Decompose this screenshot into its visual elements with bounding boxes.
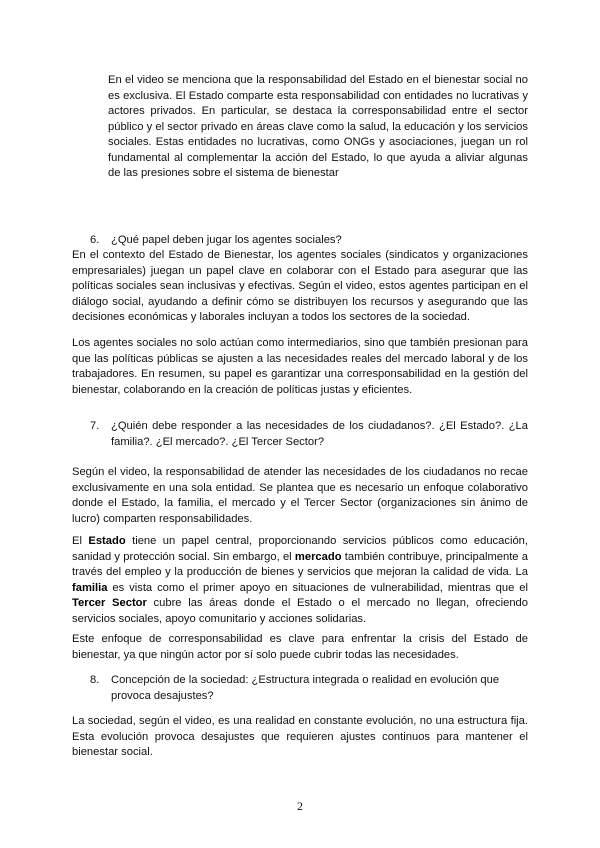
q7-p2-text-a: El: [72, 535, 89, 547]
q7-p2-term-tercer-sector: Tercer Sector: [72, 597, 147, 609]
question-8-text: [111, 673, 511, 704]
q6-answer-paragraph-1: En el contexto del Estado de Bienestar, los agentes sociales (sindicatos y organizaciones empresariales) juegan un papel clave en colaborar con el Estado para asegurar que las políticas sociales sean inclusivas y efectivas. Según el video, estos agentes participan en el diálogo social, ayudando a definir cómo se distribuyen los recursos y asegurando que las decisiones económicas y laborales incluyan a todos los sectores de la sociedad.: [72, 249, 528, 323]
question-7-line-2: familia?. ¿El mercado?. ¿El Tercer Sector?: [111, 435, 325, 448]
q7-answer-paragraph-3: Este enfoque de corresponsabilidad es clave para enfrentar la crisis del Estado de bienestar, ya que ningún actor por sí solo puede cubrir todas las necesidades.: [72, 633, 528, 661]
q7-p2-text-c: también contribuye, principalmente a través del empleo y la producción de bienes y servicios que mejoran la calidad de vida. La: [72, 550, 528, 578]
intro-paragraph: En el video se menciona que la responsabilidad del Estado en el bienestar social no es exclusiva. El Estado comparte esta responsabilidad con entidades no lucrativas y actores privados. En particular, se destaca la corresponsabilidad entre el sector público y el sector privado en áreas clave como la salud, la educación y los servicios sociales. Estas entidades no lucrativas, como ONGs y asociaciones, juegan un rol fundamental al complementar la acción del Estado, lo que ayuda a aliviar algunas de las presiones sobre el sistema de bienestar: [108, 74, 528, 179]
q7-p2-term-familia: familia: [72, 581, 108, 594]
q7-p2-text-b: tiene un papel central, proporcionando servicios públicos como educación, sanidad y protección social. Sin embargo, el: [72, 535, 528, 563]
q8-answer-paragraph-1: La sociedad, según el video, es una realidad en constante evolución, no una estructura fija. Esta evolución provoca desajustes que requieren ajustes continuos para mantener el bienestar social.: [72, 715, 528, 758]
question-8-number: 8.: [90, 674, 100, 686]
q7-answer-paragraph-1: Según el video, la responsabilidad de atender las necesidades de los ciudadanos no recae exclusivamente en una sola entidad. Se plantea que es necesario un enfoque colaborativo donde el Estado, la familia, el mercado y el Tercer Sector (organizaciones sin ánimo de lucro) comparten responsabilidades.: [72, 466, 528, 525]
question-7-number: 7.: [90, 420, 100, 432]
question-6-text: ¿Qué papel deben jugar los agentes sociales?: [111, 234, 342, 246]
q7-answer-paragraph-2: [72, 534, 528, 627]
q7-p2-text-e: cubre las áreas donde el Estado o el mercado no llegan, ofreciendo servicios sociales, apoyo comunitario y acciones solidarias.: [72, 597, 528, 625]
q7-p2-term-mercado: mercado: [294, 550, 342, 563]
question-8-line-1: Concepción de la sociedad: ¿Estructura integrada o realidad en evolución que: [111, 674, 500, 686]
page-number: 2: [297, 799, 303, 813]
q7-p2-term-estado: Estado: [88, 535, 126, 547]
question-6-number: 6.: [90, 234, 100, 246]
q7-p2-text-d: es vista como el primer apoyo en situaciones de vulnerabilidad, mientras que el: [107, 581, 528, 594]
question-8-line-2: provoca desajustes?: [111, 689, 214, 702]
question-7-text: [111, 419, 528, 450]
q6-answer-paragraph-2: Los agentes sociales no solo actúan como intermediarios, sino que también presionan para que las políticas públicas se ajusten a las necesidades reales del mercado laboral y de los trabajadores. En resumen, su papel es garantizar una corresponsabilidad en la gestión del bienestar, colaborando en la creación de políticas justas y eficientes.: [72, 337, 528, 396]
question-7-line-1: ¿Quién debe responder a las necesidades de los ciudadanos?. ¿El Estado?. ¿La: [111, 420, 528, 432]
